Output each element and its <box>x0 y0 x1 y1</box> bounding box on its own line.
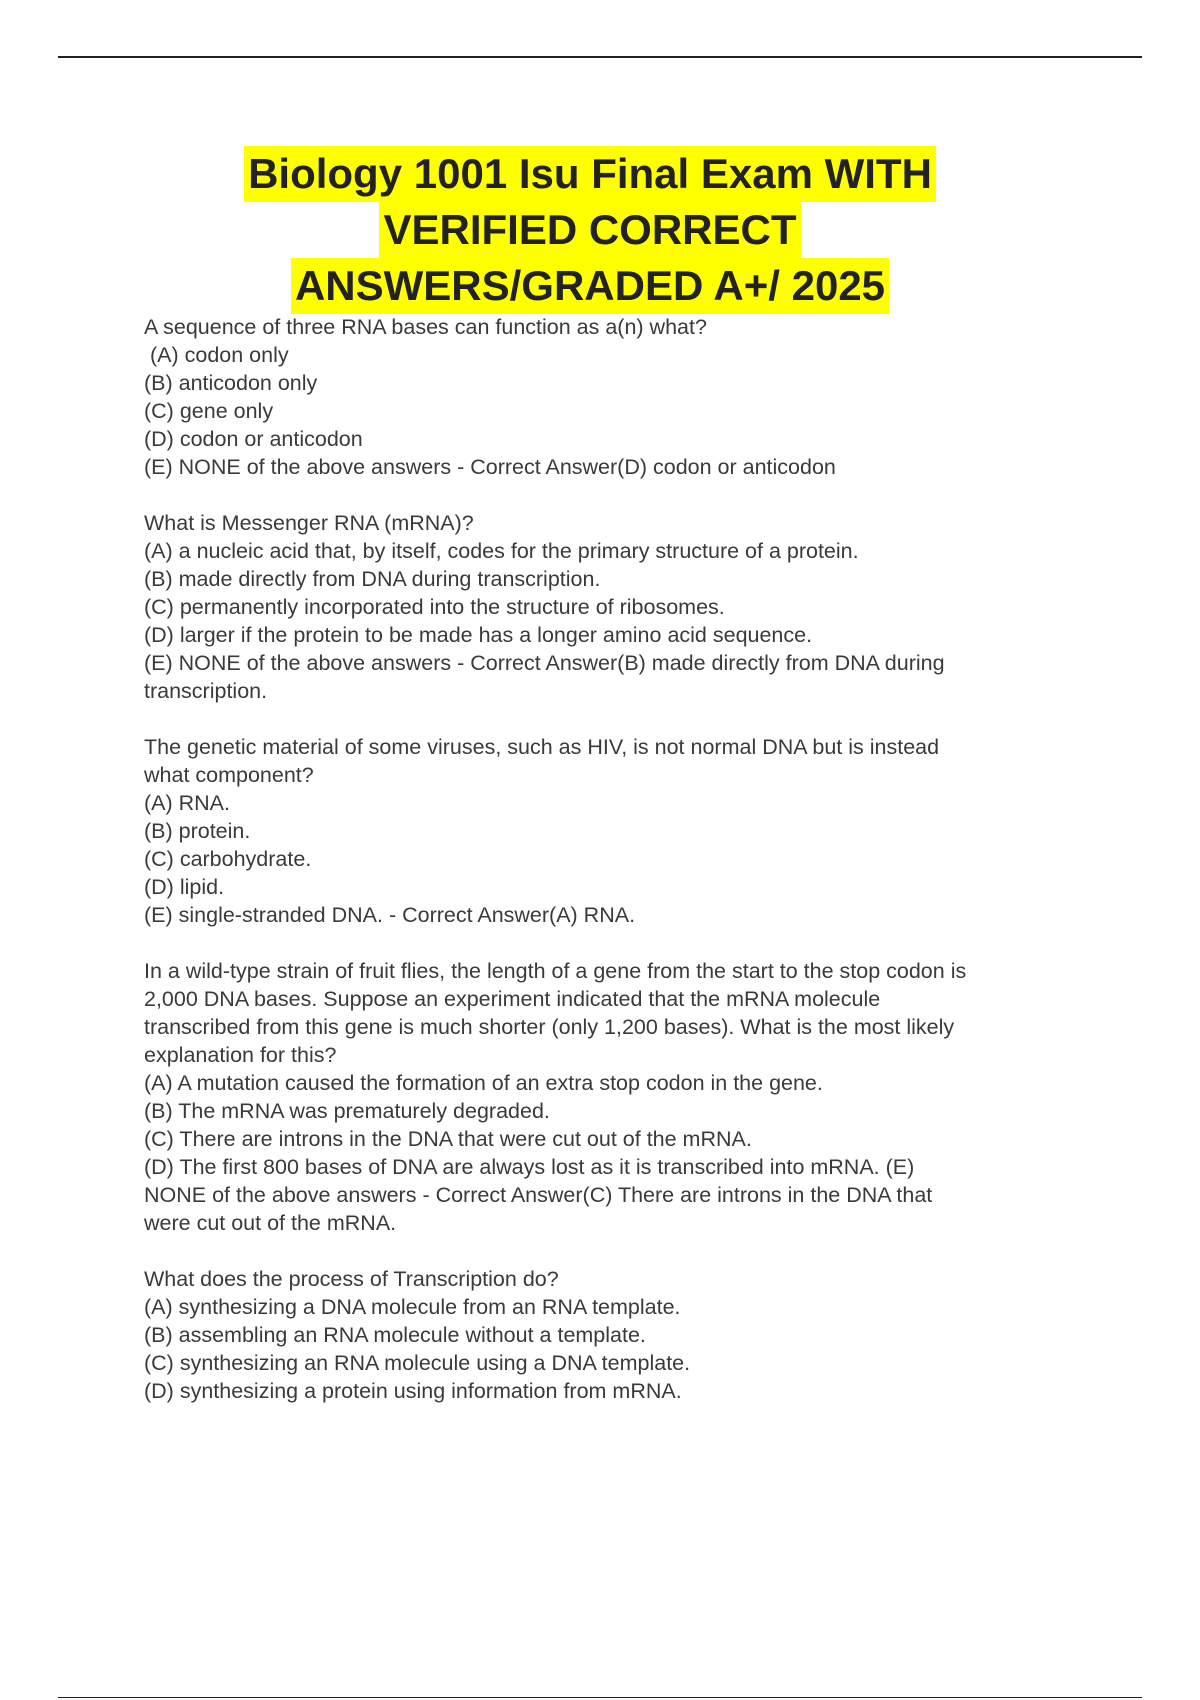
question-list <box>144 313 1074 1433</box>
question-text: explanation for this? <box>144 1043 337 1067</box>
answer-option: (E) single-stranded DNA. - Correct Answer(A) RNA. <box>144 903 636 927</box>
question-block <box>144 1265 1074 1405</box>
title-line: Biology 1001 Isu Final Exam WITH <box>244 146 936 202</box>
answer-option: (B) made directly from DNA during transcription. <box>144 567 601 591</box>
title-line: VERIFIED CORRECT <box>379 202 800 258</box>
answer-option: (C) permanently incorporated into the structure of ribosomes. <box>144 595 725 619</box>
answer-option: (B) assembling an RNA molecule without a template. <box>144 1323 646 1347</box>
answer-option: (A) A mutation caused the formation of an extra stop codon in the gene. <box>144 1071 823 1095</box>
question-text: transcribed from this gene is much shorter (only 1,200 bases). What is the most likely <box>144 1015 955 1039</box>
answer-option: (C) There are introns in the DNA that were cut out of the mRNA. <box>144 1127 752 1151</box>
answer-option: (D) The first 800 bases of DNA are always lost as it is transcribed into mRNA. (E) <box>144 1155 915 1179</box>
question-text: What does the process of Transcription do? <box>144 1267 559 1291</box>
answer-option: (D) codon or anticodon <box>144 427 363 451</box>
question-block <box>144 313 1074 481</box>
question-text: 2,000 DNA bases. Suppose an experiment indicated that the mRNA molecule <box>144 987 881 1011</box>
answer-option: (C) gene only <box>144 399 274 423</box>
question-text: A sequence of three RNA bases can function as a(n) what? <box>144 315 707 339</box>
question-block <box>144 957 1074 1237</box>
answer-option: (D) lipid. <box>144 875 225 899</box>
answer-option: (E) NONE of the above answers - Correct Answer(D) codon or anticodon <box>144 455 836 479</box>
question-text: What is Messenger RNA (mRNA)? <box>144 511 474 535</box>
question-block <box>144 733 1074 929</box>
answer-option: (B) protein. <box>144 819 251 843</box>
answer-option: (A) synthesizing a DNA molecule from an RNA template. <box>144 1295 681 1319</box>
answer-option: were cut out of the mRNA. <box>144 1211 397 1235</box>
answer-option: (C) synthesizing an RNA molecule using a DNA template. <box>144 1351 691 1375</box>
question-text: what component? <box>144 763 314 787</box>
answer-option: transcription. <box>144 679 268 703</box>
footer-rule <box>58 1697 1142 1698</box>
answer-option: (E) NONE of the above answers - Correct Answer(B) made directly from DNA during <box>144 651 945 675</box>
document-title <box>140 146 1040 314</box>
answer-option: NONE of the above answers - Correct Answer(C) There are introns in the DNA that <box>144 1183 933 1207</box>
question-text: The genetic material of some viruses, such as HIV, is not normal DNA but is instead <box>144 735 940 759</box>
answer-option: (A) a nucleic acid that, by itself, codes for the primary structure of a protein. <box>144 539 859 563</box>
answer-option: (B) anticodon only <box>144 371 318 395</box>
answer-option: (C) carbohydrate. <box>144 847 312 871</box>
title-line: ANSWERS/GRADED A+/ 2025 <box>291 258 889 314</box>
answer-option: (D) synthesizing a protein using information from mRNA. <box>144 1379 682 1403</box>
answer-option: (B) The mRNA was prematurely degraded. <box>144 1099 550 1123</box>
answer-option: (A) codon only <box>144 343 289 367</box>
answer-option: (D) larger if the protein to be made has a longer amino acid sequence. <box>144 623 813 647</box>
question-text: In a wild-type strain of fruit flies, the length of a gene from the start to the stop codon is <box>144 959 967 983</box>
header-rule <box>58 56 1142 58</box>
answer-option: (A) RNA. <box>144 791 230 815</box>
question-block <box>144 509 1074 705</box>
